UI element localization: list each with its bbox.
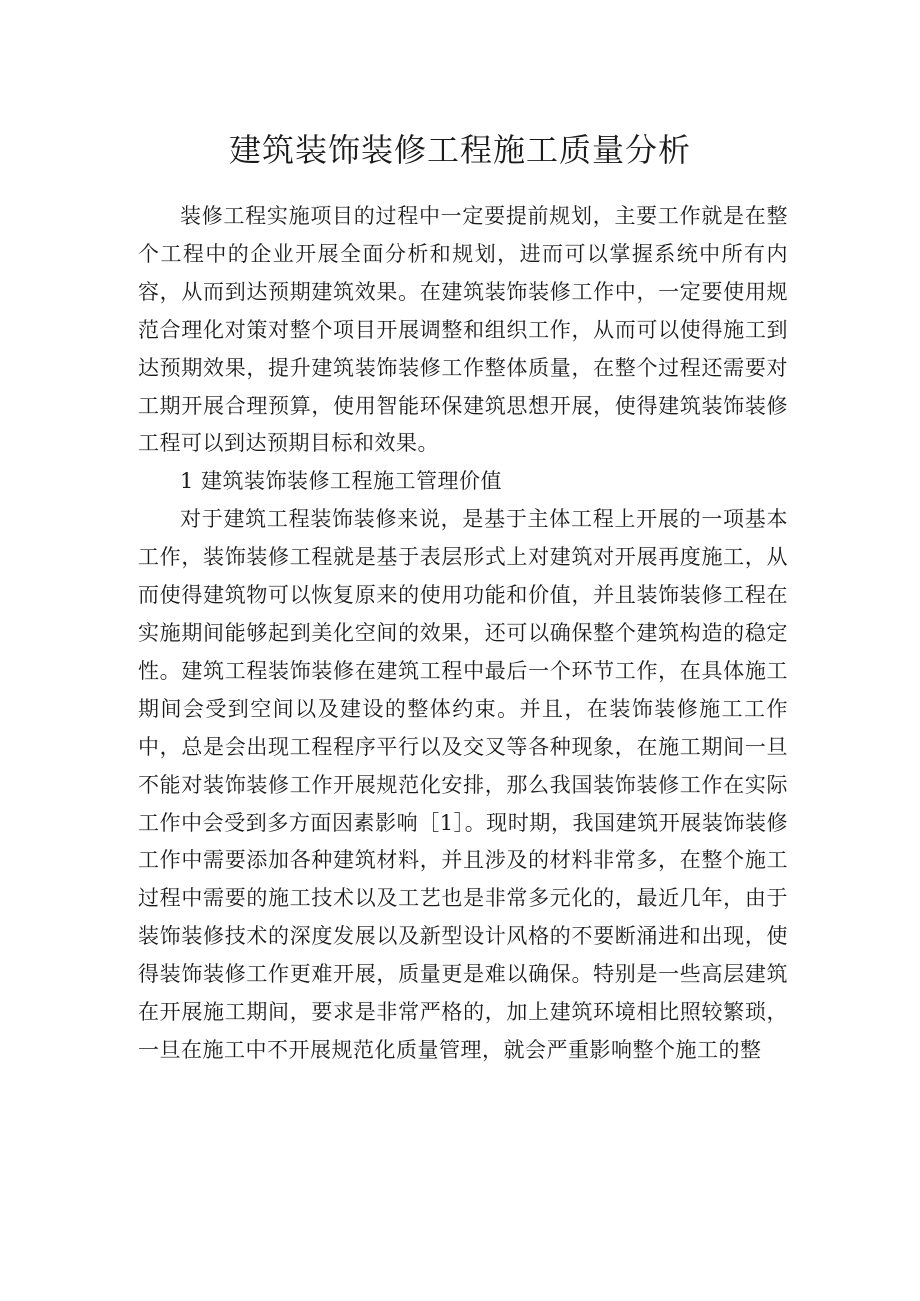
document-title: 建筑装饰装修工程施工质量分析	[228, 131, 691, 169]
document-body	[138, 198, 788, 1070]
intro-paragraph: 装修工程实施项目的过程中一定要提前规划，主要工作就是在整个工程中的企业开展全面分析和规划，进而可以掌握系统中所有内容，从而到达预期建筑效果。在建筑装饰装修工作中，一定要使用规范合理化对策对整个项目开展调整和组织工作，从而可以使得施工到达预期效果，提升建筑装饰装修工作整体质量，在整个过程还需要对工期开展合理预算，使用智能环保建筑思想开展，使得建筑装饰装修工程可以到达预期目标和效果。	[138, 204, 788, 456]
section-1-heading: 1 建筑装饰装修工程施工管理价值	[180, 469, 503, 494]
section-1-paragraph: 对于建筑工程装饰装修来说，是基于主体工程上开展的一项基本工作，装饰装修工程就是基于表层形式上对建筑对开展再度施工，从而使得建筑物可以恢复原来的使用功能和价值，并且装饰装修工程在实施期间能够起到美化空间的效果，还可以确保整个建筑构造的稳定性。建筑工程装饰装修在建筑工程中最后一个环节工作，在具体施工期间会受到空间以及建设的整体约束。并且，在装饰装修施工工作中，总是会出现工程程序平行以及交叉等各种现象，在施工期间一旦不能对装饰装修工作开展规范化安排，那么我国装饰装修工作在实际工作中会受到多方面因素影响［1］。现时期，我国建筑开展装饰装修工作中需要添加各种建筑材料，并且涉及的材料非常多，在整个施工过程中需要的施工技术以及工艺也是非常多元化的，最近几年，由于装饰装修技术的深度发展以及新型设计风格的不要断涌进和出现，使得装饰装修工作更难开展，质量更是难以确保。特别是一些高层建筑在开展施工期间，要求是非常严格的，加上建筑环境相比照较繁琐，一旦在施工中不开展规范化质量管理，就会严重影响整个施工的整	[138, 507, 788, 1062]
